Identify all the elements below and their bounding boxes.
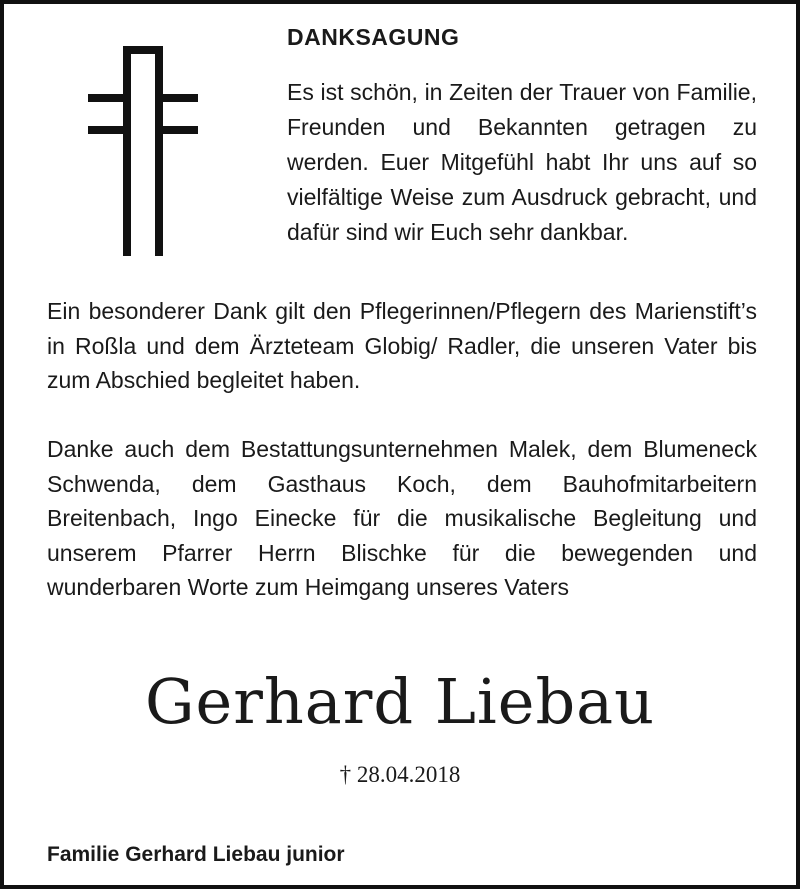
intro-text: Es ist schön, in Zeiten der Trauer von Familie, Freunden und Bekannten getragen zu werden. Euer Mitgefühl habt Ihr uns auf so vielfältige Weise zum Ausdruck gebracht, und dafür sind wir Euch sehr dankbar. [287, 79, 757, 245]
heading: DANKSAGUNG [287, 24, 460, 50]
death-date: † 28.04.2018 [339, 762, 461, 787]
thanks-paragraph-2: Danke auch dem Bestattungsunternehmen Malek, dem Blumeneck Schwenda, dem Gasthaus Koch, dem Bauhofmitarbeitern Breitenbach, Ingo Einecke für die musikalische Begleitung und unserem Pfarrer Herrn Blischke für die bewegenden und wunderbaren Worte zum Heimgang unseres Vaters [47, 436, 757, 600]
thanks-paragraph-1: Ein besonderer Dank gilt den Pflegerinnen/Pflegern des Marienstift’s in Roßla und dem Ärzteteam Globig/ Radler, die unseren Vater bis zum Abschied begleitet haben. [47, 298, 757, 393]
cross-icon [88, 46, 198, 256]
signature: Familie Gerhard Liebau junior [47, 843, 345, 866]
deceased-name: Gerhard Liebau [144, 665, 656, 738]
